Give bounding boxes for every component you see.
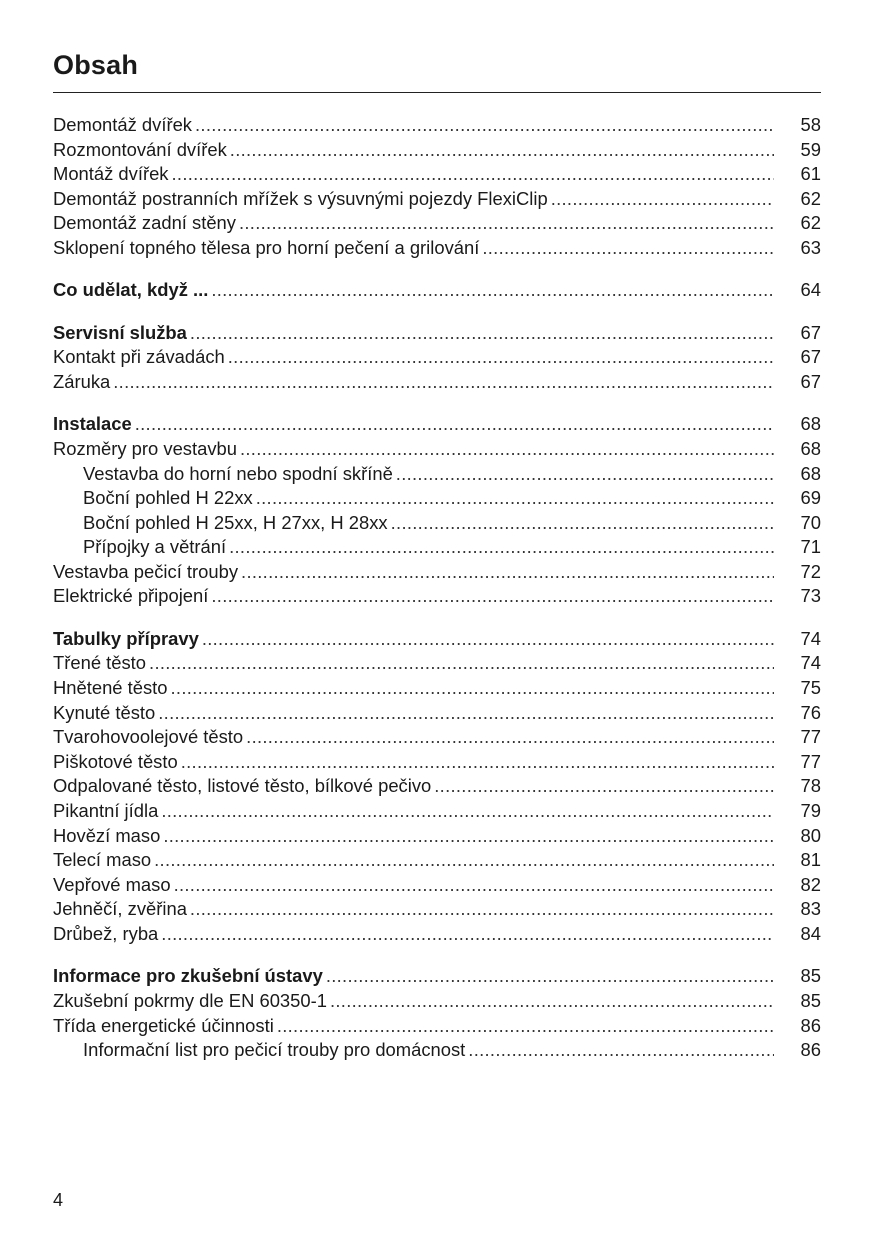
toc-entry[interactable] [53,370,821,395]
toc-entry-title: Přípojky a větrání [83,536,227,558]
toc-section-heading[interactable] [53,278,821,303]
dot-leader [158,701,774,726]
toc-page-number: 85 [800,989,821,1011]
dot-leader [330,989,774,1014]
toc-subentry[interactable] [53,535,821,560]
toc-entry[interactable] [53,824,821,849]
toc-entry-title: Demontáž dvířek [53,114,193,135]
dot-leader [113,370,774,395]
dot-leader [229,535,774,560]
toc-entry-title: Vepřové maso [53,873,171,895]
toc-entry-title: Elektrické připojení [53,585,209,607]
page-title: Obsah [53,50,139,80]
toc-subentry[interactable] [53,511,821,536]
toc-page-number: 67 [800,370,821,392]
toc-entry-title: Drůbež, ryba [53,923,159,944]
toc-entry-title: Hnětené těsto [53,677,168,699]
toc-entry[interactable] [53,848,821,873]
toc-page-number: 85 [800,965,821,987]
toc-entry-title: Jehněčí, zvěřina [53,898,187,920]
dot-leader [161,799,774,824]
toc-page-number: 59 [800,138,821,160]
toc-entry[interactable] [53,584,821,609]
toc-entry-title: Vestavba do horní nebo spodní skříně [83,462,393,484]
toc-page-number: 64 [800,279,821,301]
dot-leader [163,824,774,849]
dot-leader [239,211,774,236]
toc-entry-title: Rozměry pro vestavbu [53,437,237,459]
dot-leader [277,1014,774,1039]
dot-leader [246,725,774,750]
toc-entry[interactable] [53,236,821,261]
dot-leader [228,345,774,370]
toc-entry[interactable] [53,211,821,236]
toc-page-number: 83 [800,898,821,920]
toc-entry-title: Instalace [53,413,132,435]
toc-subentry[interactable] [53,462,821,487]
toc-page-number: 78 [800,775,821,797]
toc-page-number: 76 [800,701,821,723]
toc-entry-title: Odpalované těsto, listové těsto, bílkové pečivo [53,775,432,797]
toc-entry-title: Třída energetické účinnosti [53,1014,274,1036]
toc-page-number: 67 [800,321,821,343]
toc-entry[interactable] [53,725,821,750]
toc-page-number: 71 [800,536,821,558]
toc-page-number: 62 [800,187,821,209]
table-of-contents [53,113,821,1063]
dot-leader [154,848,774,873]
dot-leader [135,412,774,437]
toc-page-number: 73 [800,585,821,607]
toc-page-number: 82 [800,873,821,895]
dot-leader [434,774,774,799]
dot-leader [181,750,774,775]
toc-entry-title: Rozmontování dvířek [53,138,227,160]
toc-entry-title: Demontáž zadní stěny [53,212,236,234]
toc-section-heading[interactable] [53,627,821,652]
toc-entry[interactable] [53,897,821,922]
dot-leader [482,236,774,261]
toc-entry-title: Záruka [53,370,111,392]
toc-page-number: 74 [800,627,821,649]
toc-entry[interactable] [53,345,821,370]
toc-page-number: 79 [800,800,821,822]
toc-entry[interactable] [53,676,821,701]
toc-entry-title: Demontáž postranních mřížek s výsuvnými pojezdy FlexiClip [53,187,548,209]
toc-entry-title: Vestavba pečicí trouby [53,560,239,582]
toc-entry-title: Co udělat, když ... [53,279,209,301]
title-divider [53,92,821,93]
toc-entry-title: Tabulky přípravy [53,627,199,649]
dot-leader [202,627,774,652]
dot-leader [241,560,774,585]
dot-leader [172,162,775,187]
toc-page-number: 68 [800,413,821,435]
toc-page-number: 84 [800,923,821,944]
toc-entry-title: Telecí maso [53,849,152,871]
toc-entry-title: Hovězí maso [53,824,161,846]
toc-page-number: 86 [800,1039,821,1061]
toc-page-number: 62 [800,212,821,234]
dot-leader [551,187,774,212]
toc-entry-title: Informace pro zkušební ústavy [53,965,323,987]
toc-entry[interactable] [53,701,821,726]
dot-leader [211,278,774,303]
dot-leader [171,676,774,701]
dot-leader [190,321,774,346]
toc-page-number: 58 [800,114,821,135]
dot-leader [326,964,774,989]
toc-entry-title: Kynuté těsto [53,701,156,723]
toc-entry-title: Montáž dvířek [53,163,169,185]
toc-entry-title: Pikantní jídla [53,800,159,822]
toc-page-number: 77 [800,726,821,748]
toc-subentry[interactable] [53,486,821,511]
toc-section-heading[interactable] [53,964,821,989]
dot-leader [190,897,774,922]
toc-entry[interactable] [53,750,821,775]
toc-entry-title: Boční pohled H 22xx [83,487,253,509]
toc-page-number: 69 [800,487,821,509]
toc-page-number: 74 [800,652,821,674]
toc-page-number: 61 [800,163,821,185]
toc-entry-title: Zkušební pokrmy dle EN 60350-1 [53,989,327,1011]
toc-page-number: 80 [800,824,821,846]
toc-entry[interactable] [53,187,821,212]
dot-leader [396,462,774,487]
dot-leader [161,922,774,947]
toc-entry[interactable] [53,437,821,462]
toc-section-heading[interactable] [53,321,821,346]
dot-leader [149,651,774,676]
dot-leader [256,486,774,511]
toc-entry[interactable] [53,1014,821,1039]
dot-leader [211,584,774,609]
toc-entry-title: Informační list pro pečicí trouby pro domácnost [83,1039,466,1061]
dot-leader [391,511,774,536]
toc-page-number: 68 [800,437,821,459]
toc-entry-title: Piškotové těsto [53,750,178,772]
toc-entry-title: Servisní služba [53,321,187,343]
toc-entry[interactable] [53,162,821,187]
dot-leader [468,1038,774,1063]
toc-entry[interactable] [53,799,821,824]
dot-leader [240,437,774,462]
toc-entry[interactable] [53,560,821,585]
toc-page-number: 67 [800,346,821,368]
toc-page-number: 70 [800,511,821,533]
toc-page-number: 77 [800,750,821,772]
toc-entry[interactable] [53,989,821,1014]
page-number: 4 [53,1190,64,1210]
dot-leader [195,113,774,138]
toc-page-number: 63 [800,236,821,258]
toc-entry-title: Třené těsto [53,652,147,674]
dot-leader [230,138,774,163]
toc-entry[interactable] [53,113,821,138]
toc-page-number: 81 [800,849,821,871]
toc-section-heading[interactable] [53,412,821,437]
toc-page-number: 68 [800,462,821,484]
toc-entry-title: Kontakt při závadách [53,346,225,368]
toc-entry[interactable] [53,922,821,947]
toc-page-number: 75 [800,677,821,699]
toc-entry[interactable] [53,774,821,799]
toc-entry[interactable] [53,138,821,163]
toc-page-number: 86 [800,1014,821,1036]
toc-entry-title: Sklopení topného tělesa pro horní pečení a grilování [53,236,480,258]
toc-entry[interactable] [53,873,821,898]
dot-leader [174,873,774,898]
toc-entry[interactable] [53,651,821,676]
toc-page-number: 72 [800,560,821,582]
toc-subentry[interactable] [53,1038,821,1063]
toc-entry-title: Tvarohovoolejové těsto [53,726,244,748]
toc-entry-title: Boční pohled H 25xx, H 27xx, H 28xx [83,511,388,533]
